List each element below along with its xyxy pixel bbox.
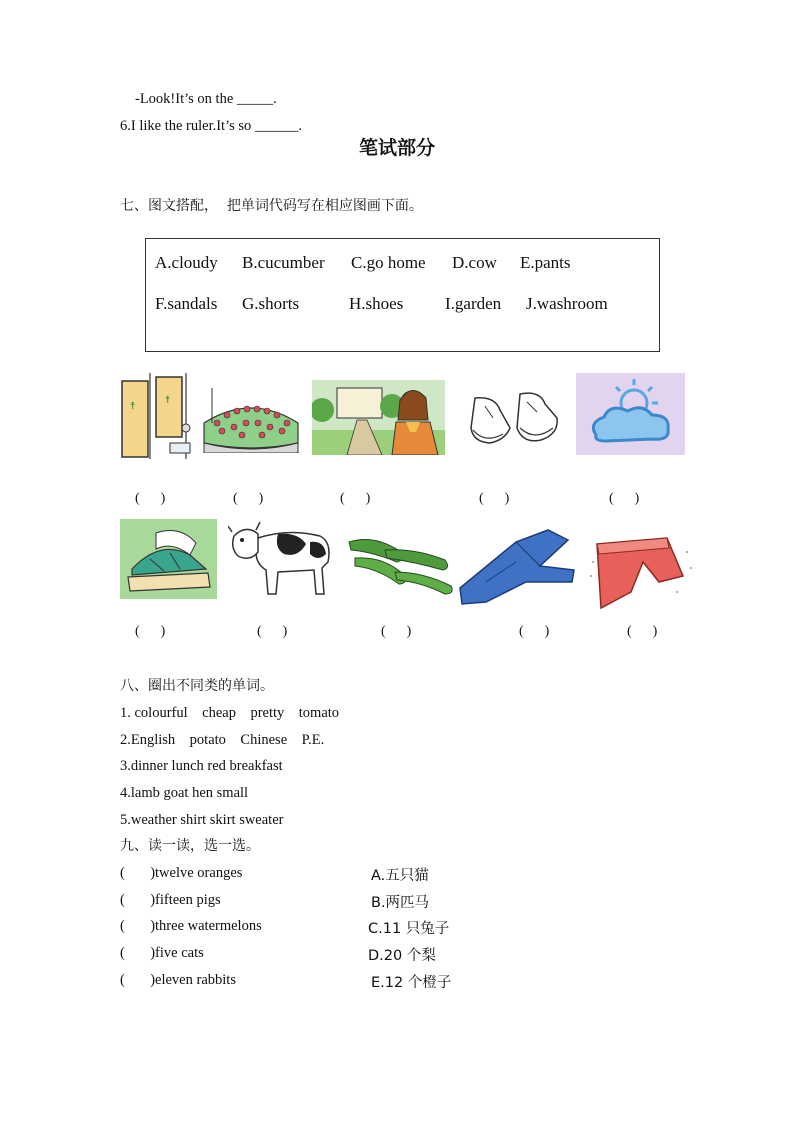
garden-picture — [202, 383, 300, 453]
word-g: G.shorts — [242, 294, 300, 313]
word-d: D.cow — [452, 253, 497, 272]
go-home-picture — [312, 380, 445, 455]
section9-left-3: ( )three watermelons — [120, 918, 262, 934]
shorts-picture — [587, 532, 697, 612]
word-h: H.shoes — [349, 294, 404, 313]
answer-blank-8[interactable]: ( ) — [381, 624, 412, 639]
section9-right-e: E.12 个橙子 — [371, 975, 452, 991]
section8-item-4: 4.lamb goat hen small — [120, 785, 249, 801]
answer-blank-4[interactable]: ( ) — [479, 491, 510, 506]
word-e: E.pants — [520, 253, 571, 272]
question-line-look: -Look!It’s on the _____. — [135, 91, 277, 107]
answer-blank-3[interactable]: ( ) — [340, 491, 371, 506]
word-j: J.washroom — [526, 294, 608, 313]
answer-blank-9[interactable]: ( ) — [519, 624, 550, 639]
section9-left-1: ( )twelve oranges — [120, 865, 243, 881]
shoes-picture — [465, 388, 565, 458]
section9-right-b: B.两匹马 — [371, 895, 430, 911]
section9-right-c: C.11 只兔子 — [368, 921, 450, 937]
section9-left-5: ( )eleven rabbits — [120, 972, 236, 988]
section8-heading: 八、圈出不同类的单词。 — [120, 678, 274, 694]
section9-heading: 九、读一读，选一选。 — [120, 838, 260, 854]
answer-blank-7[interactable]: ( ) — [257, 624, 288, 639]
svg-text:☨: ☨ — [130, 401, 136, 412]
sandals-picture — [120, 519, 217, 599]
section8-item-5: 5.weather shirt skirt sweater — [120, 812, 284, 828]
word-a: A.cloudy — [155, 253, 218, 272]
answer-blank-2[interactable]: ( ) — [233, 491, 264, 506]
answer-blank-10[interactable]: ( ) — [627, 624, 658, 639]
cloudy-picture — [576, 373, 685, 455]
answer-blank-5[interactable]: ( ) — [609, 491, 640, 506]
washroom-picture — [120, 373, 192, 459]
section9-right-d: D.20 个梨 — [368, 948, 436, 964]
word-c: C.go home — [351, 253, 426, 272]
cow-picture — [228, 518, 335, 596]
svg-text:☨: ☨ — [165, 395, 171, 406]
cucumber-picture — [345, 528, 457, 598]
section9-left-2: ( )fifteen pigs — [120, 892, 221, 908]
word-f: F.sandals — [155, 294, 218, 313]
section-title: 笔试部分 — [358, 137, 435, 159]
section8-item-2: 2.English potato Chinese P.E. — [120, 732, 325, 748]
answer-blank-6[interactable]: ( ) — [135, 624, 166, 639]
section9-left-4: ( )five cats — [120, 945, 204, 961]
section7-heading: 七、图文搭配， 把单词代码写在相应图画下面。 — [120, 198, 423, 214]
section8-item-1: 1. colourful cheap pretty tomato — [120, 705, 340, 721]
word-b: B.cucumber — [242, 253, 325, 272]
section9-right-a: A.五只猫 — [371, 868, 429, 884]
word-i: I.garden — [445, 294, 502, 313]
question-line-6: 6.I like the ruler.It’s so ______. — [120, 118, 303, 134]
word-bank-box — [145, 238, 660, 352]
answer-blank-1[interactable]: ( ) — [135, 491, 166, 506]
pants-picture — [456, 522, 576, 607]
section8-item-3: 3.dinner lunch red breakfast — [120, 758, 283, 774]
